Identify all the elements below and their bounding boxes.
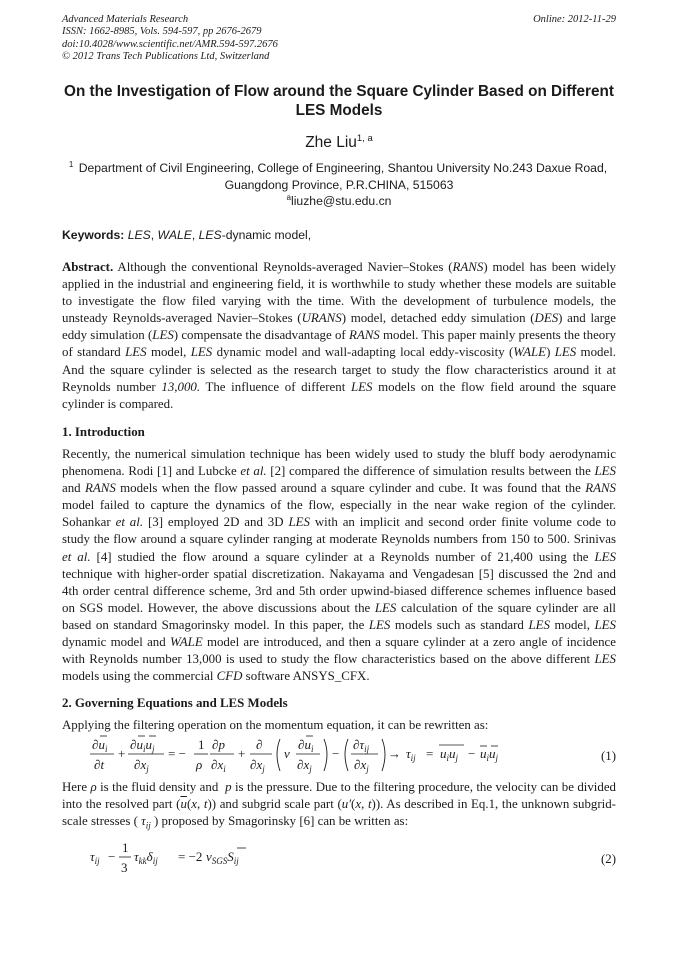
svg-text:τkkδij: $\tau_{kk}\delta_{ij}$	[134, 849, 158, 866]
svg-text:=: =	[426, 746, 434, 761]
introduction-text: Recently, the numerical simulation technique has been widely used to study the bluff body aerodynamic phenomena. Rodi [1] and Lubcke et al. [2] compared the difference of simulation results between the LES and RANS models when the flow passed around a square cylinder and cube. It was found that the RANS model failed to capture the dynamics of the flow, especially in the near wake region of the cylinder. Sohankar et al. [3] employed 2D and 3D LES with an implicit and second order finite volume code to study the flow around a square cylinder ranging at moderate Reynolds numbers from 150 to 500. Srinivas et al. [4] studied the flow around a square cylinder at a Reynolds number of 21,400 using the LES technique with higher-order spatial discretization. Nakayama and Vengadesan [5] discussed the 2nd and 4th order central difference scheme, 3rd and 5th order upwind-biased difference schemes influence based on SGS model. However, the above discussions about the LES calculation of the square cylinder are all based on standard Smagorinsky model. In this paper, the LES models such as standard LES model, LES dynamic model and WALE model are introduced, and then a square cylinder at a zero angle of incidence with Reynolds number 13,000 is used to study the flow characteristics based on the above different LES models using the commercial CFD software ANSYS_CFX.	[62, 447, 617, 684]
svg-text:τij: $\tau_{ij}$	[90, 849, 100, 866]
svg-text:−: −	[108, 849, 116, 864]
svg-text:∂τij: $\partial\tau_{ij}$	[353, 737, 370, 754]
governing-text-after-eq1: Here ρ is the fluid density and p is the pressure. Due to the filtering procedure, the velocity can be divided into the resolved part ($\overline{u}(x$, t)) and subgrid scale part (u′(x, t)). As described in Eq.1, the unknown subgrid-scale stresses ( $\tau_{ij}$ ) proposed by Smagorinsky [6] can be written as:	[62, 780, 616, 831]
keywords-text: LES, WALE, LES-dynamic model,	[127, 228, 312, 242]
svg-text:−: −	[332, 746, 340, 761]
svg-text:vSGSSij: $v_{SGS}S_{ij}$	[206, 849, 239, 866]
svg-text:∂xj: $\partial x_j$	[250, 757, 265, 774]
svg-text:∂t: ∂t	[94, 757, 105, 772]
abstract	[62, 259, 616, 413]
svg-text:= −: = −	[168, 746, 186, 761]
svg-text:uiuj: $u_iu_j$	[440, 746, 459, 763]
equation-2-number: (2)	[600, 852, 616, 866]
svg-text:3: 3	[121, 860, 128, 875]
svg-text:∂xj: $\partial x_j$	[134, 757, 149, 774]
journal-header	[62, 14, 616, 63]
svg-text:∂xj: $\partial x_j$	[297, 757, 312, 774]
equation-2	[88, 836, 288, 882]
keywords-label: Keywords:	[62, 228, 125, 242]
abstract-text: Although the conventional Reynolds-averaged Navier–Stokes (RANS) model has been widely applied in the industrial and engineering field, it is worthwhile to study whether these models are suitable to investigate the flow filed varying with the time. With the development of turbulence models, the unsteady Reynolds-averaged Navier–Stokes (URANS) model, detached eddy simulation (DES) and large eddy simulation (LES) compensate the disadvantage of RANS model. This paper mainly presents the theory of standard LES model, LES dynamic model and wall-adapting local eddy-viscosity (WALE) LES model. And the square cylinder is selected as the research target to study the flow characteristics around it at Reynolds number 13,000. The influence of different LES models on the flow field around the square cylinder is compared.	[62, 260, 616, 411]
paper-title: On the Investigation of Flow around the Square Cylinder Based on Different LES Models	[64, 83, 614, 119]
affiliation	[62, 157, 616, 193]
svg-text:τij: $\tau_{ij}$	[406, 746, 416, 763]
affiliation-sup: 1	[68, 160, 74, 169]
keywords	[62, 228, 616, 242]
svg-text:∂xj: $\partial x_j$	[354, 757, 369, 774]
svg-text:∂xi: $\partial x_i$	[211, 757, 226, 774]
author-line	[62, 130, 616, 152]
governing-intro: Applying the filtering operation on the momentum equation, it can be rewritten as:	[62, 718, 489, 732]
author-sup: 1, a	[356, 133, 373, 144]
svg-text:∂ui: $\partial u_i$	[92, 737, 108, 754]
svg-text:v: v	[284, 746, 290, 761]
journal-name: Advanced Materials Research	[62, 14, 189, 25]
svg-text:∂: ∂	[256, 737, 263, 752]
svg-text:+: +	[238, 746, 246, 761]
email-address[interactable]: liuzhe@stu.edu.cn	[291, 194, 392, 209]
online-date: Online: 2012-11-29	[533, 14, 616, 25]
equation-1-stress-definition	[388, 733, 588, 779]
equation-1-number: (1)	[600, 749, 616, 763]
svg-text:→: →	[388, 746, 401, 761]
svg-text:+: +	[118, 746, 126, 761]
email-line	[62, 193, 616, 208]
svg-text:1: 1	[122, 840, 129, 855]
author-name: Zhe Liu	[305, 134, 357, 152]
doi-line: doi:10.4028/www.scientific.net/AMR.594-597.2676	[62, 38, 278, 50]
svg-text:1: 1	[198, 737, 205, 752]
svg-text:ρ: ρ	[196, 757, 203, 772]
abstract-label: Abstract.	[62, 260, 114, 274]
svg-text:∂uiuj: $\partial u_iu_j$	[130, 737, 155, 754]
svg-text:−: −	[468, 746, 476, 761]
svg-text:uiuj: $u_iu_j$	[480, 746, 499, 763]
affiliation-text: Department of Civil Engineering, College of Engineering, Shantou University No.243 Daxue Road, Guangdong Province, P.R.CHINA, 515063	[78, 161, 608, 192]
svg-text:∂ui: $\partial u_i$	[298, 737, 314, 754]
section-heading-introduction: 1. Introduction	[62, 425, 145, 439]
issn-line: ISSN: 1662-8985, Vols. 594-597, pp 2676-2679	[62, 26, 262, 38]
section-heading-governing-equations: 2. Governing Equations and LES Models	[62, 696, 288, 710]
svg-text:= −2: = −2	[178, 849, 203, 864]
copyright-line: © 2012 Trans Tech Publications Ltd, Switzerland	[62, 50, 270, 62]
email-sup: a	[286, 193, 291, 202]
svg-text:∂p: ∂p	[212, 737, 225, 752]
